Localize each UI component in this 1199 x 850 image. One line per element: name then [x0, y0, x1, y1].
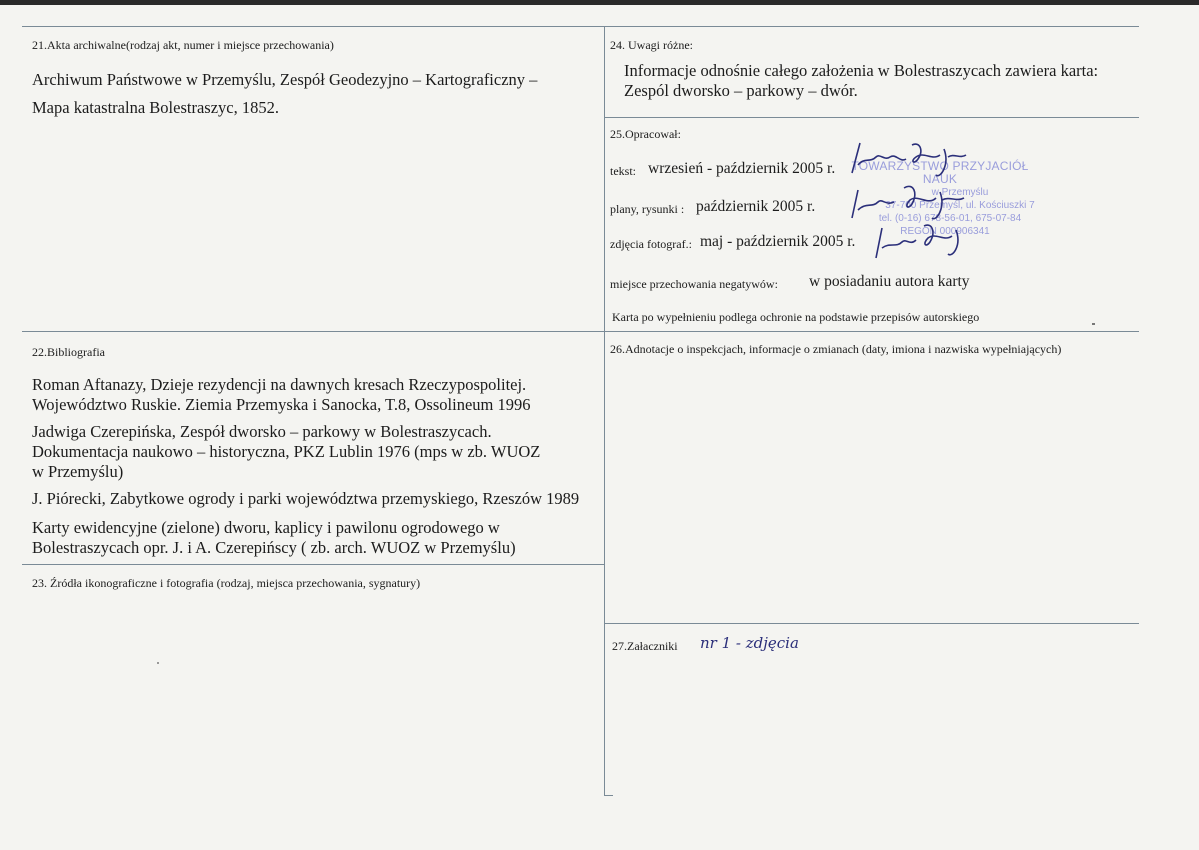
- biblio-1-line1: Roman Aftanazy, Dzieje rezydencji na dawnych kresach Rzeczypospolitej.: [32, 375, 527, 394]
- stamp-line1: TOWARZYSTWO PRZYJACIÓŁ NAUK: [851, 159, 1029, 186]
- tekst-value: wrzesień - październik 2005 r.: [648, 160, 836, 177]
- right-divider-26-27: [604, 623, 1139, 624]
- biblio-2-line2: Dokumentacja naukowo – historyczna, PKZ Lublin 1976 (mps w zb. WUOZ: [32, 442, 541, 461]
- biblio-2-line3: w Przemyślu): [32, 462, 124, 481]
- biblio-2-line1: Jadwiga Czerepińska, Zespół dworsko – parkowy w Bolestraszycach.: [32, 422, 492, 441]
- bottom-tick: [604, 795, 613, 796]
- stamp-line4: tel. (0-16) 678-56-01, 675-07-84: [878, 213, 1022, 224]
- attachments-handwritten: nr 1 - zdjęcia: [700, 634, 799, 652]
- stamp-line3: 37-700 Przemyśl, ul. Kościuszki 7: [885, 200, 1035, 211]
- stamp-line2: w Przemyślu: [931, 187, 989, 198]
- negatywy-value: w posiadaniu autora karty: [809, 273, 970, 290]
- biblio-3-line1: J. Piórecki, Zabytkowe ogrody i parki województwa przemyskiego, Rzeszów 1989: [32, 489, 580, 508]
- top-border-line: [22, 26, 1139, 27]
- scan-speck: [157, 662, 159, 664]
- left-divider-22-23: [22, 564, 604, 565]
- right-divider-24-25: [604, 117, 1139, 118]
- biblio-4-line1: Karty ewidencyjne (zielone) dworu, kaplicy i pawilonu ogrodowego w: [32, 518, 500, 537]
- biblio-1-line2: Województwo Ruskie. Ziemia Przemyska i Sanocka, T.8, Ossolineum 1996: [32, 395, 531, 414]
- section-21-line2: Mapa katastralna Bolestraszyc, 1852.: [32, 98, 279, 117]
- zdjecia-label: zdjęcia fotograf.:: [610, 237, 692, 251]
- section-27-label: 27.Załaczniki: [612, 639, 678, 653]
- center-divider: [604, 26, 605, 796]
- section-21-line1: Archiwum Państwowe w Przemyślu, Zespół Geodezyjno – Kartograficzny –: [32, 70, 538, 89]
- zdjecia-value: maj - październik 2005 r.: [700, 233, 856, 250]
- middle-divider: [22, 331, 1139, 332]
- section-21-label: 21.Akta archiwalne(rodzaj akt, numer i miejsce przechowania): [32, 38, 334, 52]
- section-22-label: 22.Bibliografia: [32, 345, 105, 359]
- section-25-label: 25.Opracował:: [610, 127, 681, 141]
- stamp-line5: REGON 000906341: [900, 226, 990, 237]
- tekst-label: tekst:: [610, 164, 636, 178]
- plany-label: plany, rysunki :: [610, 202, 685, 216]
- section-24-line1: Informacje odnośnie całego założenia w Bolestraszycach zawiera karta:: [624, 61, 1099, 80]
- plany-value: październik 2005 r.: [696, 198, 816, 215]
- scan-speck: [1092, 323, 1095, 325]
- section-26-label: 26.Adnotacje o inspekcjach, informacje o zmianach (daty, imiona i nazwiska wypełniających): [610, 342, 1062, 356]
- copyright-note: Karta po wypełnieniu podlega ochronie na podstawie przepisów autorskiego: [612, 310, 980, 324]
- section-23-label: 23. Źródła ikonograficzne i fotografia (rodzaj, miejsca przechowania, sygnatury): [32, 576, 421, 590]
- scan-top-edge: [0, 0, 1199, 5]
- section-24-line2: Zespól dworsko – parkowy – dwór.: [624, 81, 858, 100]
- signature-zdjecia: [868, 214, 978, 264]
- negatywy-label: miejsce przechowania negatywów:: [610, 277, 778, 291]
- biblio-4-line2: Bolestraszycach opr. J. i A. Czerepińscy ( zb. arch. WUOZ w Przemyślu): [32, 538, 516, 557]
- section-24-label: 24. Uwagi różne:: [610, 38, 693, 52]
